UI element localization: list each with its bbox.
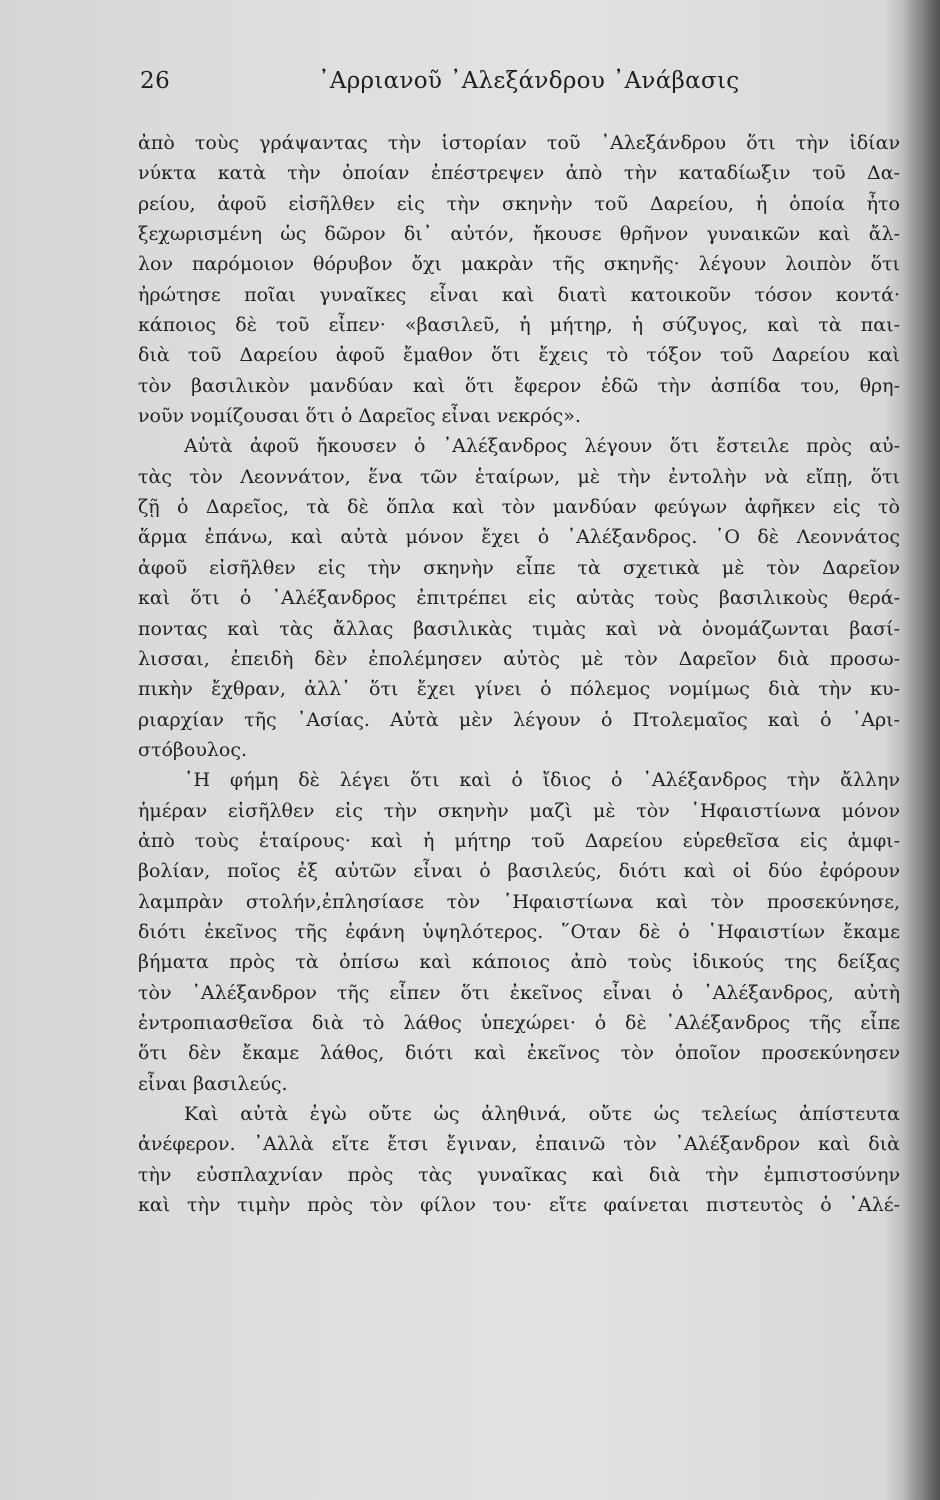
text-line: κάποιος δὲ τοῦ εἶπεν· «βασιλεῦ, ἡ μήτηρ, ἡ σύζυγος, καὶ τὰ παι-: [138, 314, 900, 337]
text-line: ρείου, ἀφοῦ εἰσῆλθεν εἰς τὴν σκηνὴν τοῦ Δαρείου, ἡ ὁποία ἦτο: [138, 192, 900, 215]
text-line: τὴν εὐσπλαχνίαν πρὸς τὰς γυναῖκας καὶ διὰ τὴν ἐμπιστοσύνην: [138, 1163, 900, 1186]
text-line: καὶ ὅτι ὁ ᾿Αλέξανδρος ἐπιτρέπει εἰς αὐτὰς τοὺς βασιλικοὺς θερά-: [138, 587, 900, 610]
text-line: ὅτι δὲν ἔκαμε λάθος, διότι καὶ ἐκεῖνος τὸν ὁποῖον προσεκύνησεν: [138, 1042, 900, 1065]
text-line: βήματα πρὸς τὰ ὀπίσω καὶ κάποιος ἀπὸ τοὺς ἰδικούς της δείξας: [138, 951, 900, 974]
text-line: νοῦν νομίζουσαι ὅτι ὁ Δαρεῖος εἶναι νεκρός».: [138, 405, 581, 428]
running-title: ᾿Αρριανοῦ ᾿Αλεξάνδρου ᾿Ανάβασις: [318, 68, 740, 94]
page-spine-shadow: [902, 0, 940, 1500]
text-line: ξεχωρισμένη ὡς δῶρον δι᾿ αὐτόν, ἤκουσε θρῆνον γυναικῶν καὶ ἄλ-: [138, 223, 900, 246]
text-line: διότι ἐκεῖνος τῆς ἐφάνη ὑψηλότερος. ῞Οταν δὲ ὁ ῾Ηφαιστίων ἔκαμε: [138, 920, 900, 943]
text-line: ῾Η φήμη δὲ λέγει ὅτι καὶ ὁ ἴδιος ὁ ᾿Αλέξανδρος τὴν ἄλλην: [184, 769, 900, 792]
text-line: Καὶ αὐτὰ ἐγὼ οὔτε ὡς ἀληθινά, οὔτε ὡς τελείως ἀπίστευτα: [184, 1103, 900, 1125]
text-line: λαμπρὰν στολήν,ἐπλησίασε τὸν ῾Ηφαιστίωνα καὶ τὸν προσεκύνησε,: [138, 890, 900, 913]
text-line: Αὐτὰ ἀφοῦ ἤκουσεν ὁ ᾿Αλέξανδρος λέγουν ὅτι ἔστειλε πρὸς αὐ-: [184, 435, 900, 458]
text-line: βολίαν, ποῖος ἐξ αὐτῶν εἶναι ὁ βασιλεύς, διότι καὶ οἱ δύο ἐφόρουν: [138, 860, 900, 883]
text-line: τὸν ᾿Αλέξανδρον τῆς εἶπεν ὅτι ἐκεῖνος εἶναι ὁ ᾿Αλέξανδρος, αὐτὴ: [138, 981, 900, 1004]
text-line: εἶναι βασιλεύς.: [138, 1072, 288, 1095]
body-text: [138, 128, 900, 1220]
text-line: λισσαι, ἐπειδὴ δὲν ἐπολέμησεν αὐτὸς μὲ τὸν Δαρεῖον διὰ προσω-: [138, 647, 900, 670]
text-line: ἡμέραν εἰσῆλθεν εἰς τὴν σκηνὴν μαζὶ μὲ τὸν ῾Ηφαιστίωνα μόνον: [138, 799, 900, 822]
page-header: [140, 68, 900, 108]
text-line: λον παρόμοιον θόρυβον ὄχι μακρὰν τῆς σκηνῆς· λέγουν λοιπὸν ὅτι: [138, 253, 900, 276]
page-number: 26: [140, 68, 171, 94]
text-line: ζῇ ὁ Δαρεῖος, τὰ δὲ ὅπλα καὶ τὸν μανδύαν φεύγων ἀφῆκεν εἰς τὸ: [138, 496, 900, 519]
text-line: ἐντροπιασθεῖσα διὰ τὸ λάθος ὑπεχώρει· ὁ δὲ ᾿Αλέξανδρος τῆς εἶπε: [138, 1011, 900, 1034]
text-line: ἀπὸ τοὺς γράψαντας τὴν ἱστορίαν τοῦ ᾿Αλεξάνδρου ὅτι τὴν ἰδίαν: [138, 132, 900, 154]
text-line: ἀφοῦ εἰσῆλθεν εἰς τὴν σκηνὴν εἶπε τὰ σχετικὰ μὲ τὸν Δαρεῖον: [138, 556, 900, 579]
text-line: τὸν βασιλικὸν μανδύαν καὶ ὅτι ἔφερον ἐδῶ τὴν ἀσπίδα του, θρη-: [138, 374, 900, 397]
text-line: ἀνέφερον. ᾿Αλλὰ εἴτε ἔτσι ἔγιναν, ἐπαινῶ τὸν ᾿Αλέξανδρον καὶ διὰ: [138, 1133, 900, 1156]
text-line: νύκτα κατὰ τὴν ὁποίαν ἐπέστρεψεν ἀπὸ τὴν καταδίωξιν τοῦ Δα-: [138, 162, 900, 185]
text-line: καὶ τὴν τιμὴν πρὸς τὸν φίλον του· εἴτε φαίνεται πιστευτὸς ὁ ᾿Αλέ-: [138, 1194, 900, 1217]
text-line: τὰς τὸν Λεοννάτον, ἕνα τῶν ἑταίρων, μὲ τὴν ἐντολὴν νὰ εἴπῃ, ὅτι: [138, 465, 900, 488]
text-line: ἅρμα ἐπάνω, καὶ αὐτὰ μόνον ἔχει ὁ ᾿Αλέξανδρος. ῾Ο δὲ Λεοννάτος: [138, 526, 900, 549]
text-line: ἀπὸ τοὺς ἑταίρους· καὶ ἡ μήτηρ τοῦ Δαρείου εὑρεθεῖσα εἰς ἀμφι-: [138, 829, 900, 852]
text-line: στόβουλος.: [138, 738, 248, 761]
text-line: ποντας καὶ τὰς ἄλλας βασιλικὰς τιμὰς καὶ νὰ ὀνομάζωνται βασί-: [138, 617, 900, 640]
text-line: ριαρχίαν τῆς ᾿Ασίας. Αὐτὰ μὲν λέγουν ὁ Πτολεμαῖος καὶ ὁ ᾿Αρι-: [138, 708, 900, 731]
text-line: διὰ τοῦ Δαρείου ἀφοῦ ἔμαθον ὅτι ἔχεις τὸ τόξον τοῦ Δαρείου καὶ: [138, 344, 900, 367]
text-line: πικὴν ἔχθραν, ἀλλ᾿ ὅτι ἔχει γίνει ὁ πόλεμος νομίμως διὰ τὴν κυ-: [138, 678, 900, 701]
text-line: ἠρώτησε ποῖαι γυναῖκες εἶναι καὶ διατὶ κατοικοῦν τόσον κοντά·: [138, 283, 900, 306]
